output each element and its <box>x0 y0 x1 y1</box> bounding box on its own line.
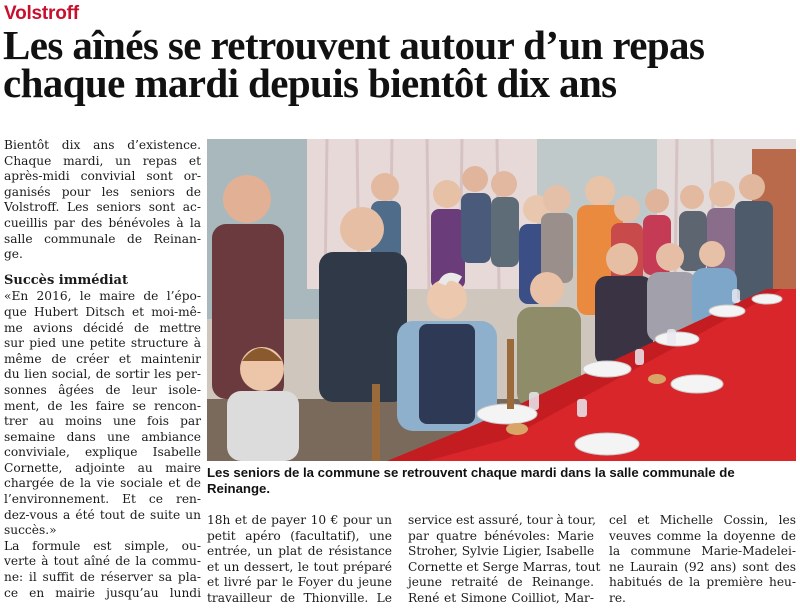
text-line: cueillis par des bénévoles à la <box>4 215 201 230</box>
article-column-3 <box>408 513 601 607</box>
text-line: du lien social, de sortir les per- <box>4 367 201 382</box>
text-line: la commune Marie-Madelei- <box>609 544 796 559</box>
text-line: René et Simone Coilliot, Mar- <box>408 590 594 605</box>
text-line: ganisés pour les seniors de <box>4 184 201 199</box>
text-line: me avions décidé de mettre <box>4 320 201 335</box>
text-line: salle communale de Reinan- <box>4 231 201 246</box>
text-line: Stroher, Sylvie Ligier, Isabelle <box>408 544 595 559</box>
article-headline <box>3 22 798 106</box>
quote-paragraph <box>4 289 201 539</box>
text-line: sonnes âgées de leur isole- <box>4 382 201 397</box>
text-line: cel et Michelle Cossin, les <box>609 513 796 527</box>
text-line: La formule est simple, ou- <box>4 538 201 553</box>
text-line: même de créer et maintenir <box>4 351 201 366</box>
text-line: ment, de les faire se rencon- <box>4 398 201 413</box>
body-paragraph <box>4 539 201 601</box>
text-line: que Hubert Ditsch et moi-mê- <box>4 304 201 319</box>
text-line: succès.» <box>4 523 57 538</box>
text-line: veuves comme la doyenne de <box>609 528 796 543</box>
text-line: et livré par le Foyer du jeune <box>207 575 392 590</box>
headline-line: Les aînés se retrouvent autour d’un repas <box>3 22 705 68</box>
text-line: après-midi convivial sont or- <box>4 169 201 184</box>
text-line: ge. <box>4 247 23 262</box>
article-column-1 <box>4 138 201 601</box>
text-line: Volstroff. Les seniors sont ac- <box>4 200 201 215</box>
headline-line: chaque mardi depuis bientôt dix ans <box>3 60 617 106</box>
text-line: chargée de la vie sociale et de <box>4 476 201 491</box>
text-line: travailleur de Thionville. Le <box>207 590 392 605</box>
lead-paragraph <box>4 138 201 263</box>
article-column-4 <box>609 513 796 607</box>
text-line: et un dessert, le tout préparé <box>207 559 392 574</box>
article-column-2 <box>207 513 392 607</box>
text-line: conviviale, explique Isabelle <box>4 445 201 460</box>
text-line: par quatre bénévoles: Marie <box>408 528 594 543</box>
text-line: Cornette et Serge Marras, tout <box>408 559 601 574</box>
text-line: ce en mairie jusqu’au lundi <box>4 585 201 600</box>
text-line: Bientôt dix ans d’existence. <box>4 138 201 152</box>
body-paragraph <box>609 513 796 607</box>
group-photo <box>207 139 796 461</box>
text-line: trer au moins une fois par <box>4 414 201 429</box>
text-line: Chaque mardi, un repas et <box>4 153 201 168</box>
text-line: petit apéro (facultatif), une <box>207 528 392 543</box>
text-line: jeune retraité de Reinange. <box>408 575 594 590</box>
text-line: l’environnement. Et ce ren- <box>4 492 201 507</box>
text-line: verte à tout aîné de la commu- <box>4 554 201 569</box>
photo-caption: Les seniors de la commune se retrouvent chaque mardi dans la salle communale de Reinange. <box>207 465 735 496</box>
text-line: dez-vous a été tout de suite un <box>4 507 201 522</box>
text-line: ne Laurain (92 ans) sont des <box>609 559 796 574</box>
subhead: Succès immédiat <box>4 272 128 288</box>
text-line: Cornette, adjointe au maire <box>4 460 201 475</box>
article-kicker: Volstroff <box>4 3 79 24</box>
text-line: service est assuré, tour à tour, <box>408 513 597 527</box>
body-paragraph <box>408 513 601 607</box>
text-line: habitués de la première heu- <box>609 575 796 590</box>
text-line: entrée, un plat de résistance <box>207 544 392 559</box>
text-line: 18h et de payer 10 € pour un <box>207 513 392 527</box>
text-line: semaine dans une ambiance <box>4 429 201 444</box>
text-line: sur pied une petite structure à <box>4 336 201 351</box>
text-line: «En 2016, le maire de l’épo- <box>4 289 201 304</box>
body-paragraph <box>207 513 392 607</box>
text-line: ne: il suffit de réserver sa pla- <box>4 570 201 585</box>
text-line: re. <box>609 590 626 605</box>
